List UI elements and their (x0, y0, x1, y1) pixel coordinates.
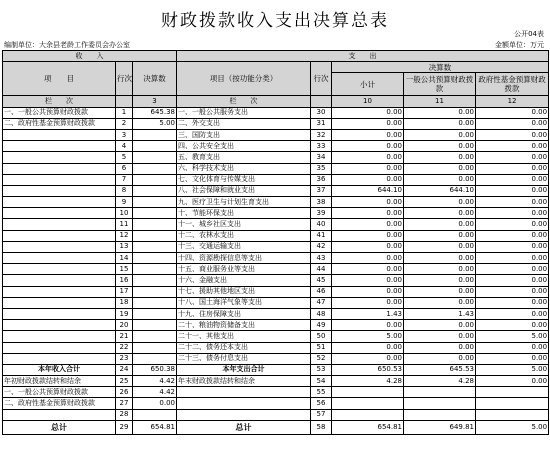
expense-row-no: 46 (311, 286, 332, 297)
expense-fund: 0.00 (476, 286, 549, 297)
table-row (3, 185, 549, 196)
expense-subtotal: 0.00 (332, 107, 404, 118)
income-amount (133, 308, 177, 319)
expense-general: 0.00 (404, 129, 476, 140)
table-row (3, 129, 549, 140)
expense-subtotal: 0.00 (332, 219, 404, 230)
income-item (3, 241, 116, 252)
income-item (3, 331, 116, 342)
expense-item: 二十、粮油物资储备支出 (177, 320, 311, 331)
expense-subtotal: 0.00 (332, 208, 404, 219)
end-general: 4.28 (404, 376, 476, 387)
expense-header: 支 出 (177, 51, 549, 62)
col-number-10: 10 (332, 96, 404, 107)
income-item (3, 197, 116, 208)
income-amount (133, 253, 177, 264)
expense-fund: 0.00 (476, 275, 549, 286)
expense-general: 0.00 (404, 320, 476, 331)
income-row-no: 19 (116, 308, 133, 319)
expense-item: 九、医疗卫生与计划生育支出 (177, 197, 311, 208)
carry-no: 25 (116, 376, 133, 387)
expense-subtotal: 0.00 (332, 264, 404, 275)
expense-subtotal: 5.00 (332, 331, 404, 342)
expense-total-general: 645.53 (404, 364, 476, 375)
expense-fund: 0.00 (476, 107, 549, 118)
table-row (3, 253, 549, 264)
income-row-no: 12 (116, 230, 133, 241)
income-row-no: 7 (116, 174, 133, 185)
expense-row-no: 52 (311, 353, 332, 364)
expense-fund: 0.00 (476, 208, 549, 219)
expense-general: 644.10 (404, 185, 476, 196)
col-number-11: 11 (404, 96, 476, 107)
income-row-no: 9 (116, 197, 133, 208)
expense-fund: 0.00 (476, 163, 549, 174)
income-header: 收 入 (3, 51, 177, 62)
expense-subtotal: 0.00 (332, 174, 404, 185)
blank-no: 28 (116, 409, 133, 420)
expense-row-no: 42 (311, 241, 332, 252)
expense-general: 0.00 (404, 107, 476, 118)
expense-item: 十八、国土海洋气象等支出 (177, 297, 311, 308)
expense-row-no: 50 (311, 331, 332, 342)
expense-row-no: 49 (311, 320, 332, 331)
expense-general: 0.00 (404, 208, 476, 219)
expense-fund: 0.00 (476, 118, 549, 129)
col-number-12: 12 (476, 96, 549, 107)
expense-general: 0.00 (404, 174, 476, 185)
grand-total-row (3, 420, 549, 434)
expense-fund: 0.00 (476, 141, 549, 152)
expense-fund: 0.00 (476, 297, 549, 308)
grand-total-value: 654.81 (133, 420, 177, 434)
expense-fund: 0.00 (476, 197, 549, 208)
income-item (3, 275, 116, 286)
income-amount (133, 174, 177, 185)
end-fund: 0.00 (476, 376, 549, 387)
income-amount (133, 208, 177, 219)
expense-item: 三、国防支出 (177, 129, 311, 140)
expense-subtotal: 0.00 (332, 141, 404, 152)
table-row (3, 163, 549, 174)
expense-general: 0.00 (404, 253, 476, 264)
table-row (3, 152, 549, 163)
expense-total-fund: 5.00 (476, 364, 549, 375)
table-row (3, 241, 549, 252)
income-amount (133, 297, 177, 308)
expense-general: 0.00 (404, 275, 476, 286)
expense-total-subtotal: 650.53 (332, 364, 404, 375)
empty-cell (404, 387, 476, 398)
income-item (3, 308, 116, 319)
income-item (3, 208, 116, 219)
income-row-no: 2 (116, 118, 133, 129)
income-row-no: 4 (116, 141, 133, 152)
income-row-no: 13 (116, 241, 133, 252)
table-row (3, 353, 549, 364)
expense-item: 二、外交支出 (177, 118, 311, 129)
expense-subtotal: 0.00 (332, 197, 404, 208)
expense-fund: 0.00 (476, 241, 549, 252)
expense-row-no: 36 (311, 174, 332, 185)
expense-row-no: 32 (311, 129, 332, 140)
compiling-unit: 编制单位：大余县老龄工作委员会办公室 (4, 41, 130, 49)
general-carry-value: 4.42 (133, 387, 177, 398)
report-title: 财政拨款收入支出决算总表 (161, 11, 389, 31)
expense-fund: 0.00 (476, 353, 549, 364)
income-item (3, 174, 116, 185)
table-row (3, 342, 549, 353)
income-amount (133, 185, 177, 196)
table-row (3, 275, 549, 286)
expense-item: 十九、住房保障支出 (177, 308, 311, 319)
empty-cell (177, 387, 311, 398)
blank-rno: 57 (311, 409, 332, 420)
income-item: 一、一般公共预算财政拨款 (3, 107, 116, 118)
expense-general: 0.00 (404, 118, 476, 129)
expense-general: 0.00 (404, 163, 476, 174)
expense-fund: 0.00 (476, 308, 549, 319)
income-amount (133, 264, 177, 275)
expense-item: 十六、金融支出 (177, 275, 311, 286)
expense-row-no: 33 (311, 141, 332, 152)
table-row (3, 286, 549, 297)
income-total-no: 24 (116, 364, 133, 375)
empty-cell (404, 398, 476, 409)
expense-item: 十五、商业服务业等支出 (177, 264, 311, 275)
income-amount (133, 286, 177, 297)
expense-fund: 0.00 (476, 174, 549, 185)
expense-item: 十三、交通运输支出 (177, 241, 311, 252)
income-row-no: 8 (116, 185, 133, 196)
expense-row-no: 37 (311, 185, 332, 196)
expense-general: 0.00 (404, 197, 476, 208)
table-row (3, 331, 549, 342)
general-carry-row (3, 387, 549, 398)
table-row (3, 174, 549, 185)
grand-total-label-2: 总计 (177, 420, 311, 434)
income-item (3, 320, 116, 331)
expense-item: 一、一般公共服务支出 (177, 107, 311, 118)
expense-fund: 0.00 (476, 185, 549, 196)
expense-fund: 0.00 (476, 253, 549, 264)
table-row (3, 107, 549, 118)
income-amount (133, 230, 177, 241)
income-amount (133, 141, 177, 152)
expense-subtotal: 0.00 (332, 230, 404, 241)
empty-cell (332, 398, 404, 409)
expense-total-label: 本年支出合计 (177, 364, 311, 375)
expense-subtotal: 0.00 (332, 241, 404, 252)
expense-item: 二十二、债务还本支出 (177, 342, 311, 353)
income-row-no: 18 (116, 297, 133, 308)
income-row-no: 15 (116, 264, 133, 275)
income-row-no: 5 (116, 152, 133, 163)
expense-general: 0.00 (404, 331, 476, 342)
expense-subtotal: 0.00 (332, 163, 404, 174)
income-row-no: 17 (116, 286, 133, 297)
row-no-header: 行次 (116, 62, 133, 96)
fund-carry-label: 二、政府性基金预算财政拨款 (3, 398, 116, 409)
expense-subtotal: 0.00 (332, 286, 404, 297)
income-total-label: 本年收入合计 (3, 364, 116, 375)
income-item (3, 253, 116, 264)
expense-general: 0.00 (404, 241, 476, 252)
income-row-no: 3 (116, 129, 133, 140)
income-total: 650.38 (133, 364, 177, 375)
empty-cell (177, 409, 311, 420)
expense-subtotal: 0.00 (332, 253, 404, 264)
expense-fund: 0.00 (476, 219, 549, 230)
income-item: 二、政府性基金预算财政拨款 (3, 118, 116, 129)
empty-cell (476, 398, 549, 409)
fund-carry-value: 0.00 (133, 398, 177, 409)
expense-row-no: 40 (311, 219, 332, 230)
table-row (3, 297, 549, 308)
expense-general: 0.00 (404, 353, 476, 364)
year-total-row (3, 364, 549, 375)
fund-budget-header: 政府性基金预算财政拨款 (476, 73, 549, 96)
expense-row-no: 44 (311, 264, 332, 275)
expense-item: 十一、城乡社区支出 (177, 219, 311, 230)
expense-row-no: 38 (311, 197, 332, 208)
expense-item: 四、公共安全支出 (177, 141, 311, 152)
income-item (3, 286, 116, 297)
table-row (3, 320, 549, 331)
table-row (3, 197, 549, 208)
budget-summary-table (2, 50, 549, 435)
general-carry-rno: 55 (311, 387, 332, 398)
col-label-blank-2 (311, 96, 332, 107)
empty-cell (476, 387, 549, 398)
end-label: 年末财政拨款结转和结余 (177, 376, 311, 387)
fund-carry-no: 27 (116, 398, 133, 409)
general-carry-no: 26 (116, 387, 133, 398)
income-amount (133, 152, 177, 163)
expense-subtotal: 644.10 (332, 185, 404, 196)
expense-fund: 0.00 (476, 264, 549, 275)
income-amount (133, 353, 177, 364)
income-item (3, 353, 116, 364)
expense-general: 0.00 (404, 152, 476, 163)
empty-cell (332, 409, 404, 420)
expense-fund: 5.00 (476, 331, 549, 342)
subtotal-header: 小计 (332, 73, 404, 96)
expense-item: 十四、资源勘探信息等支出 (177, 253, 311, 264)
carry-value: 4.42 (133, 376, 177, 387)
income-amount: 5.00 (133, 118, 177, 129)
expense-general: 1.43 (404, 308, 476, 319)
col-label-left: 栏 次 (3, 96, 116, 107)
grand-total-general: 649.81 (404, 420, 476, 434)
table-row (3, 308, 549, 319)
expense-row-no: 31 (311, 118, 332, 129)
expense-row-no: 41 (311, 230, 332, 241)
table-row (3, 230, 549, 241)
expense-subtotal: 0.00 (332, 297, 404, 308)
expense-general: 0.00 (404, 342, 476, 353)
income-amount (133, 331, 177, 342)
grand-total-no: 29 (116, 420, 133, 434)
expense-subtotal: 0.00 (332, 275, 404, 286)
income-amount (133, 342, 177, 353)
row-no-header-2: 行次 (311, 62, 332, 96)
income-row-no: 20 (116, 320, 133, 331)
expense-general: 0.00 (404, 264, 476, 275)
income-amount (133, 241, 177, 252)
table-row (3, 264, 549, 275)
income-amount (133, 275, 177, 286)
expense-general: 0.00 (404, 141, 476, 152)
expense-total-no: 53 (311, 364, 332, 375)
expense-row-no: 34 (311, 152, 332, 163)
income-item (3, 264, 116, 275)
income-amount (133, 320, 177, 331)
expense-subtotal: 1.43 (332, 308, 404, 319)
grand-total-subtotal: 654.81 (332, 420, 404, 434)
expense-item: 六、科学技术支出 (177, 163, 311, 174)
income-item (3, 141, 116, 152)
carry-label: 年初财政拨款结转和结余 (3, 376, 116, 387)
expense-row-no: 43 (311, 253, 332, 264)
fund-carry-rno: 56 (311, 398, 332, 409)
expense-item: 七、文化体育与传媒支出 (177, 174, 311, 185)
income-item (3, 219, 116, 230)
general-budget-header: 一般公共预算财政拨款 (404, 73, 476, 96)
income-row-no: 6 (116, 163, 133, 174)
expense-row-no: 45 (311, 275, 332, 286)
income-amount (133, 219, 177, 230)
expense-subtotal: 0.00 (332, 320, 404, 331)
expense-subtotal: 0.00 (332, 129, 404, 140)
general-carry-label: 一、一般公共预算财政拨款 (3, 387, 116, 398)
expense-subtotal: 0.00 (332, 353, 404, 364)
end-no: 54 (311, 376, 332, 387)
blank-row (3, 409, 549, 420)
expense-item: 十七、援助其他地区支出 (177, 286, 311, 297)
income-item (3, 230, 116, 241)
col-label-blank (116, 96, 133, 107)
expense-general: 0.00 (404, 297, 476, 308)
income-row-no: 16 (116, 275, 133, 286)
grand-total-rno: 58 (311, 420, 332, 434)
expense-item: 二十一、其他支出 (177, 331, 311, 342)
expense-general: 0.00 (404, 230, 476, 241)
func-item-header: 项目（按功能分类） (177, 62, 311, 96)
income-amount (133, 197, 177, 208)
grand-total-label: 总计 (3, 420, 116, 434)
expense-item: 十二、农林水支出 (177, 230, 311, 241)
empty-cell (476, 409, 549, 420)
income-amount: 645.38 (133, 107, 177, 118)
expense-item: 二十三、债务付息支出 (177, 353, 311, 364)
income-row-no: 11 (116, 219, 133, 230)
income-row-no: 21 (116, 331, 133, 342)
table-code: 公开04表 (514, 30, 544, 38)
table-row (3, 141, 549, 152)
expense-row-no: 30 (311, 107, 332, 118)
expense-row-no: 35 (311, 163, 332, 174)
expense-item: 八、社会保障和就业支出 (177, 185, 311, 196)
income-row-no: 22 (116, 342, 133, 353)
income-row-no: 14 (116, 253, 133, 264)
table-row (3, 208, 549, 219)
table-row (3, 118, 549, 129)
income-item (3, 129, 116, 140)
amount-unit: 金额单位：万元 (495, 41, 544, 49)
empty-cell (133, 409, 177, 420)
income-row-no: 10 (116, 208, 133, 219)
col-number-3: 3 (133, 96, 177, 107)
income-item (3, 185, 116, 196)
end-subtotal: 4.28 (332, 376, 404, 387)
expense-row-no: 39 (311, 208, 332, 219)
empty-cell (177, 398, 311, 409)
expense-row-no: 47 (311, 297, 332, 308)
expense-fund: 0.00 (476, 152, 549, 163)
expense-fund: 0.00 (476, 230, 549, 241)
expense-subtotal: 0.00 (332, 118, 404, 129)
item-header: 项 目 (3, 62, 116, 96)
expense-subtotal: 0.00 (332, 342, 404, 353)
expense-item: 五、教育支出 (177, 152, 311, 163)
income-row-no: 1 (116, 107, 133, 118)
col-label-right: 栏 次 (177, 96, 311, 107)
income-item (3, 342, 116, 353)
table-row (3, 219, 549, 230)
empty-cell (332, 387, 404, 398)
grand-total-fund: 5.00 (476, 420, 549, 434)
expense-general: 0.00 (404, 286, 476, 297)
income-amount (133, 163, 177, 174)
expense-fund: 0.00 (476, 129, 549, 140)
expense-general: 0.00 (404, 219, 476, 230)
empty-cell (3, 409, 116, 420)
empty-cell (404, 409, 476, 420)
income-row-no: 23 (116, 353, 133, 364)
carry-row (3, 376, 549, 387)
expense-fund: 0.00 (476, 342, 549, 353)
income-item (3, 152, 116, 163)
income-item (3, 297, 116, 308)
amount-header: 决算数 (133, 62, 177, 96)
income-item (3, 163, 116, 174)
expense-row-no: 48 (311, 308, 332, 319)
expense-subtotal: 0.00 (332, 152, 404, 163)
fund-carry-row (3, 398, 549, 409)
expense-fund: 0.00 (476, 320, 549, 331)
expense-row-no: 51 (311, 342, 332, 353)
final-header: 决算数 (332, 62, 549, 73)
expense-item: 十、节能环保支出 (177, 208, 311, 219)
income-amount (133, 129, 177, 140)
